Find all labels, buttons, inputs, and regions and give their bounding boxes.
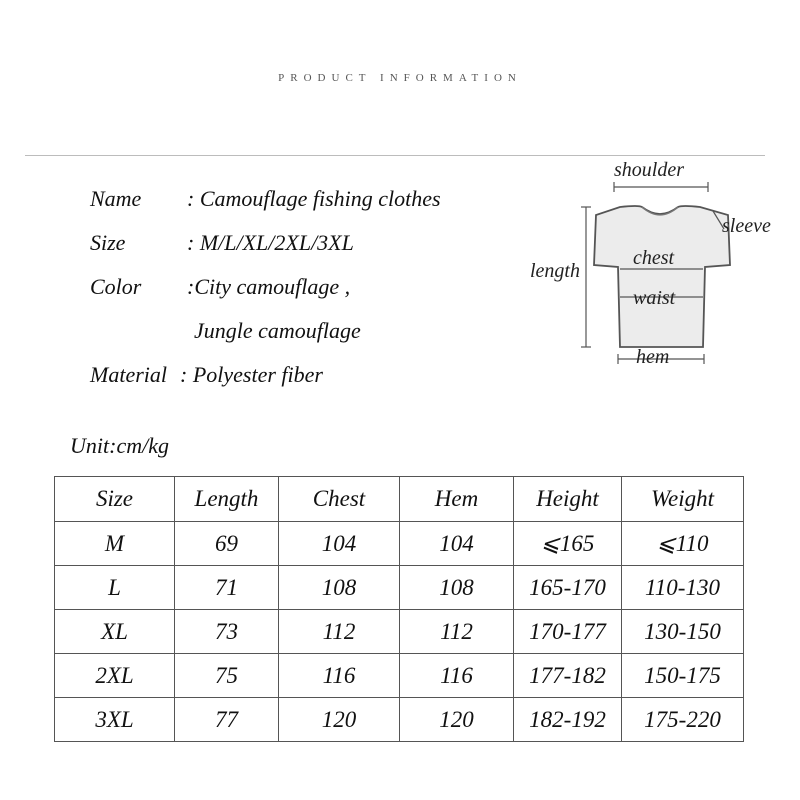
table-cell: 120: [400, 698, 514, 742]
table-cell: 104: [279, 522, 400, 566]
table-cell: 120: [279, 698, 400, 742]
table-cell: 112: [400, 610, 514, 654]
unit-label: Unit:cm/kg: [70, 433, 169, 458]
table-row: [55, 566, 744, 610]
table-cell: 116: [279, 654, 400, 698]
size-value: : M/L/XL/2XL/3XL: [187, 230, 354, 255]
material-value: : Polyester fiber: [180, 362, 323, 387]
table-cell: 130-150: [622, 610, 744, 654]
hem-label: hem: [636, 346, 670, 368]
table-cell: 150-175: [622, 654, 744, 698]
table-cell: 110-130: [622, 566, 744, 610]
table-row: [55, 610, 744, 654]
table-cell: 71: [175, 566, 279, 610]
size-label: Size: [90, 230, 126, 255]
table-cell: 177-182: [514, 654, 622, 698]
color-value: :City camouflage ,: [187, 274, 351, 299]
header-cell: Size: [55, 477, 175, 522]
table-cell: 170-177: [514, 610, 622, 654]
table-cell: XL: [55, 610, 175, 654]
size-table: [54, 476, 744, 742]
table-cell: 175-220: [622, 698, 744, 742]
table-cell: 165-170: [514, 566, 622, 610]
table-cell: 104: [400, 522, 514, 566]
name-value: : Camouflage fishing clothes: [187, 186, 441, 211]
table-cell: 182-192: [514, 698, 622, 742]
length-label: length: [530, 260, 580, 282]
table-cell: L: [55, 566, 175, 610]
tshirt-size-diagram: [520, 155, 800, 385]
table-cell: 73: [175, 610, 279, 654]
table-cell: 108: [279, 566, 400, 610]
header-cell: Chest: [279, 477, 400, 522]
table-cell: 116: [400, 654, 514, 698]
table-header-row: [55, 477, 744, 522]
header-cell: Height: [514, 477, 622, 522]
header-cell: Hem: [400, 477, 514, 522]
chest-label: chest: [633, 247, 675, 269]
table-cell: ⩽110: [622, 522, 744, 566]
name-label: Name: [90, 186, 142, 211]
header-cell: Weight: [622, 477, 744, 522]
table-row: [55, 654, 744, 698]
table-row: [55, 522, 744, 566]
material-label: Material: [90, 362, 167, 387]
table-cell: 69: [175, 522, 279, 566]
waist-label: waist: [633, 287, 676, 309]
table-cell: M: [55, 522, 175, 566]
color-label: Color: [90, 274, 142, 299]
table-cell: ⩽165: [514, 522, 622, 566]
table-cell: 77: [175, 698, 279, 742]
sleeve-label: sleeve: [722, 215, 771, 237]
color-value-2: Jungle camouflage: [194, 318, 361, 343]
table-cell: 112: [279, 610, 400, 654]
table-cell: 3XL: [55, 698, 175, 742]
header-cell: Length: [175, 477, 279, 522]
table-cell: 108: [400, 566, 514, 610]
table-row: [55, 698, 744, 742]
shoulder-label: shoulder: [614, 159, 684, 181]
table-cell: 2XL: [55, 654, 175, 698]
section-title: PRODUCT INFORMATION: [278, 72, 522, 84]
table-cell: 75: [175, 654, 279, 698]
